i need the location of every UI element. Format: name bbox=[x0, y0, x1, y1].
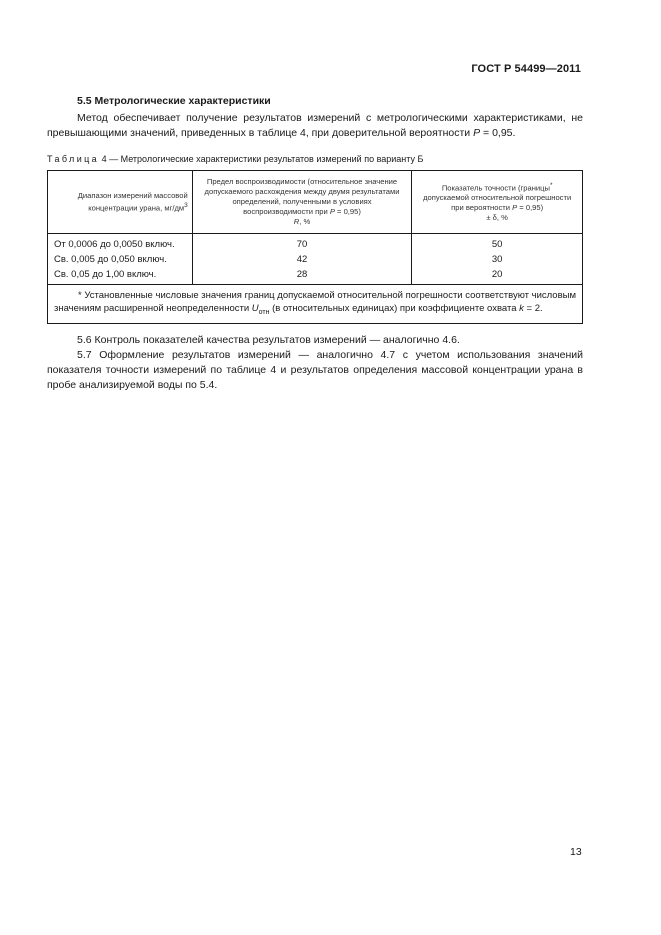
header-range-text: Диапазон измерений массовой концентрации урана, мг/дм bbox=[77, 190, 188, 213]
metrology-table bbox=[47, 170, 583, 324]
paragraph-5-7: 5.7 Оформление результатов измерений — аналогично 4.7 с учетом использования значений показателя точности измерений по таблице 4 и результатов определения массовой концентрации урана в пробе анализируемой воды по 5.4. bbox=[47, 349, 583, 391]
reproducibility-cell: 42 bbox=[296, 254, 308, 265]
header-accuracy-p: P bbox=[512, 203, 518, 213]
footnote-text-2: (в относительных единицах) при коэффициенте охвата bbox=[269, 303, 517, 314]
probability-symbol: P bbox=[473, 127, 481, 139]
reproducibility-cell: 28 bbox=[296, 269, 308, 280]
accuracy-cell: 20 bbox=[491, 269, 503, 280]
header-accuracy-symbol: ± δ, % bbox=[486, 213, 508, 223]
header-accuracy-text-2: допускаемой относительной погрешности при вероятности bbox=[423, 193, 572, 213]
footnote-k-symbol: k bbox=[519, 303, 524, 314]
footnote-u-sub: отн bbox=[258, 308, 270, 316]
table-caption-label: Таблица bbox=[47, 154, 100, 164]
accuracy-cell: 30 bbox=[491, 254, 503, 265]
header-reproducibility-unit: , % bbox=[299, 217, 311, 226]
section-paragraph-text: Метод обеспечивает получение результатов измерений с метрологическими характеристиками, не превышающими значений, приведенных в таблице 4, при доверительной вероятности bbox=[47, 112, 583, 139]
header-range-sup: 3 bbox=[184, 201, 188, 209]
section-title: 5.5 Метрологические характеристики bbox=[77, 95, 271, 107]
page-header-standard-code: ГОСТ Р 54499—2011 bbox=[471, 63, 581, 75]
probability-value: = 0,95. bbox=[480, 127, 516, 139]
paragraph-5-6: 5.6 Контроль показателей качества результатов измерений — аналогично 4.6. bbox=[77, 334, 460, 346]
range-cell: Св. 0,05 до 1,00 включ. bbox=[54, 269, 157, 280]
header-accuracy-p-value: = 0,95) bbox=[517, 203, 544, 213]
table-footnote bbox=[48, 285, 583, 324]
header-reproducibility-p: P bbox=[329, 207, 335, 216]
table-data-row bbox=[48, 234, 583, 285]
table-header-row bbox=[48, 171, 583, 234]
header-reproducibility-p-value: = 0,95) bbox=[334, 207, 361, 216]
page-number: 13 bbox=[570, 846, 582, 858]
section-paragraph bbox=[47, 111, 583, 141]
reproducibility-cell: 70 bbox=[296, 239, 308, 250]
header-accuracy bbox=[412, 171, 583, 234]
footnote-u-symbol: U bbox=[251, 303, 259, 314]
range-column bbox=[48, 234, 193, 285]
range-cell: Св. 0,005 до 0,050 включ. bbox=[54, 254, 167, 265]
header-accuracy-footnote-mark: * bbox=[549, 181, 553, 189]
footnote-text-3: = 2. bbox=[523, 303, 543, 314]
header-range bbox=[48, 171, 193, 234]
header-reproducibility-text: Предел воспроизводимости (относительное значение допускаемого расхождения между двумя результатами определений, полученными в условиях воспроизводимости при bbox=[204, 177, 400, 216]
table-caption bbox=[47, 154, 423, 164]
footnote-text: * Установленные числовые значения границ допускаемой относительной погрешности соответствуют числовым значениям расширенной неопределенности bbox=[54, 290, 576, 314]
table-footnote-row bbox=[48, 285, 583, 324]
header-reproducibility bbox=[192, 171, 412, 234]
table-caption-text: 4 — Метрологические характеристики результатов измерений по варианту Б bbox=[99, 154, 424, 164]
accuracy-column bbox=[412, 234, 583, 285]
accuracy-cell: 50 bbox=[491, 239, 503, 250]
range-cell: От 0,0006 до 0,0050 включ. bbox=[54, 239, 175, 250]
reproducibility-column bbox=[192, 234, 412, 285]
header-accuracy-text: Показатель точности (границы bbox=[441, 183, 550, 193]
header-reproducibility-symbol: R bbox=[293, 217, 300, 226]
